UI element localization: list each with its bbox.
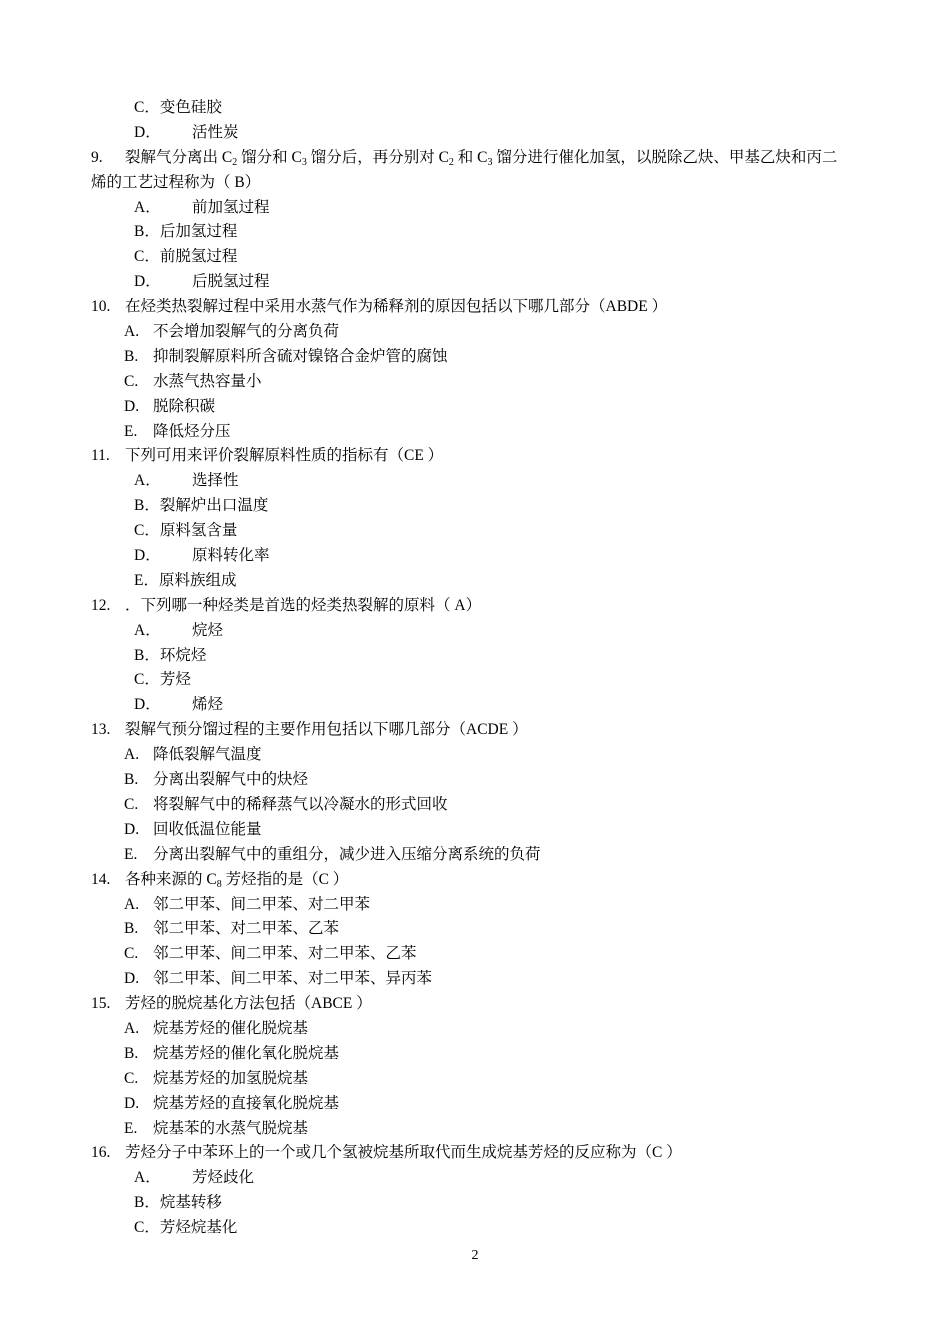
option-q9-c: C．前脱氢过程 [134, 248, 238, 266]
question-16: 16. 芳烃分子中苯环上的一个或几个氢被烷基所取代而生成烷基芳烃的反应称为（C ） [91, 1144, 682, 1162]
option-q14-d: D. 邻二甲苯、间二甲苯、对二甲苯、异丙苯 [124, 970, 433, 988]
option-q15-a: A. 烷基芳烃的催化脱烷基 [124, 1019, 309, 1037]
question-15: 15. 芳烃的脱烷基化方法包括（ABCE ） [91, 995, 372, 1013]
option-q9-d: D． 后脱氢过程 [134, 273, 270, 291]
option-q10-d: D. 脱除积碳 [124, 397, 216, 415]
question-10: 10. 在烃类热裂解过程中采用水蒸气作为稀释剂的原因包括以下哪几部分（ABDE ） [91, 298, 668, 316]
option-q15-b: B. 烷基芳烃的催化氧化脱烷基 [124, 1044, 340, 1062]
option-q13-b: B. 分离出裂解气中的炔烃 [124, 771, 309, 789]
option-q11-d: D． 原料转化率 [134, 547, 270, 565]
page-number: 2 [471, 1248, 479, 1263]
question-12: 12. ．下列哪一种烃类是首选的烃类热裂解的原料（ A） [91, 596, 482, 614]
option-q13-c: C. 将裂解气中的稀释蒸气以冷凝水的形式回收 [124, 795, 448, 813]
option-q10-b: B. 抑制裂解原料所含硫对镍铬合金炉管的腐蚀 [124, 347, 448, 365]
option-q9-a: A． 前加氢过程 [134, 198, 270, 216]
option-q14-c: C. 邻二甲苯、间二甲苯、对二甲苯、乙苯 [124, 945, 417, 963]
option-q10-c: C. 水蒸气热容量小 [124, 372, 262, 390]
question-13: 13. 裂解气预分馏过程的主要作用包括以下哪几部分（ACDE ） [91, 721, 528, 739]
question-14: 14. 各种来源的 $C_8$ 芳烃指的是（C ） [91, 870, 349, 890]
document-page [0, 96, 950, 1241]
option-q8-d: D． 活性炭 [134, 123, 239, 141]
option-q15-c: C. 烷基芳烃的加氢脱烷基 [124, 1069, 309, 1087]
question-11: 11. 下列可用来评价裂解原料性质的指标有（CE ） [91, 447, 444, 465]
option-q14-a: A. 邻二甲苯、间二甲苯、对二甲苯 [124, 895, 371, 913]
question-9-continuation: 烯的工艺过程称为（ B） [91, 173, 261, 191]
option-q12-c: C．芳烃 [134, 671, 191, 689]
option-q14-b: B. 邻二甲苯、对二甲苯、乙苯 [124, 920, 340, 938]
option-q12-d: D． 烯烃 [134, 696, 224, 714]
option-q9-b: B．后加氢过程 [134, 223, 238, 241]
option-q15-e: E. 烷基苯的水蒸气脱烷基 [124, 1119, 309, 1137]
option-q13-a: A. 降低裂解气温度 [124, 746, 262, 764]
option-q12-a: A． 烷烃 [134, 621, 224, 639]
option-q10-a: A. 不会增加裂解气的分离负荷 [124, 323, 340, 341]
question-9: 9. 裂解气分离出 $C_2$ 馏分和 $C_3$ 馏分后，再分别对 $C_2$ 和 $C_3$ 馏分进行催化加氢，以脱除乙炔、甲基乙炔和丙二 [91, 148, 838, 168]
option-q11-e: E．原料族组成 [134, 571, 237, 589]
option-q11-a: A． 选择性 [134, 472, 239, 490]
option-q16-c: C．芳烃烷基化 [134, 1219, 238, 1237]
option-q12-b: B．环烷烃 [134, 646, 207, 664]
option-q10-e: E. 降低烃分压 [124, 422, 231, 440]
option-q11-b: B．裂解炉出口温度 [134, 497, 269, 515]
option-q8-c: C．变色硅胶 [134, 99, 222, 116]
option-q11-c: C．原料氢含量 [134, 522, 238, 540]
option-q13-e: E. 分离出裂解气中的重组分，减少进入压缩分离系统的负荷 [124, 845, 541, 863]
option-q15-d: D. 烷基芳烃的直接氧化脱烷基 [124, 1094, 340, 1112]
option-q16-b: B．烷基转移 [134, 1194, 222, 1212]
option-q13-d: D. 回收低温位能量 [124, 820, 262, 838]
option-q16-a: A． 芳烃歧化 [134, 1169, 255, 1187]
